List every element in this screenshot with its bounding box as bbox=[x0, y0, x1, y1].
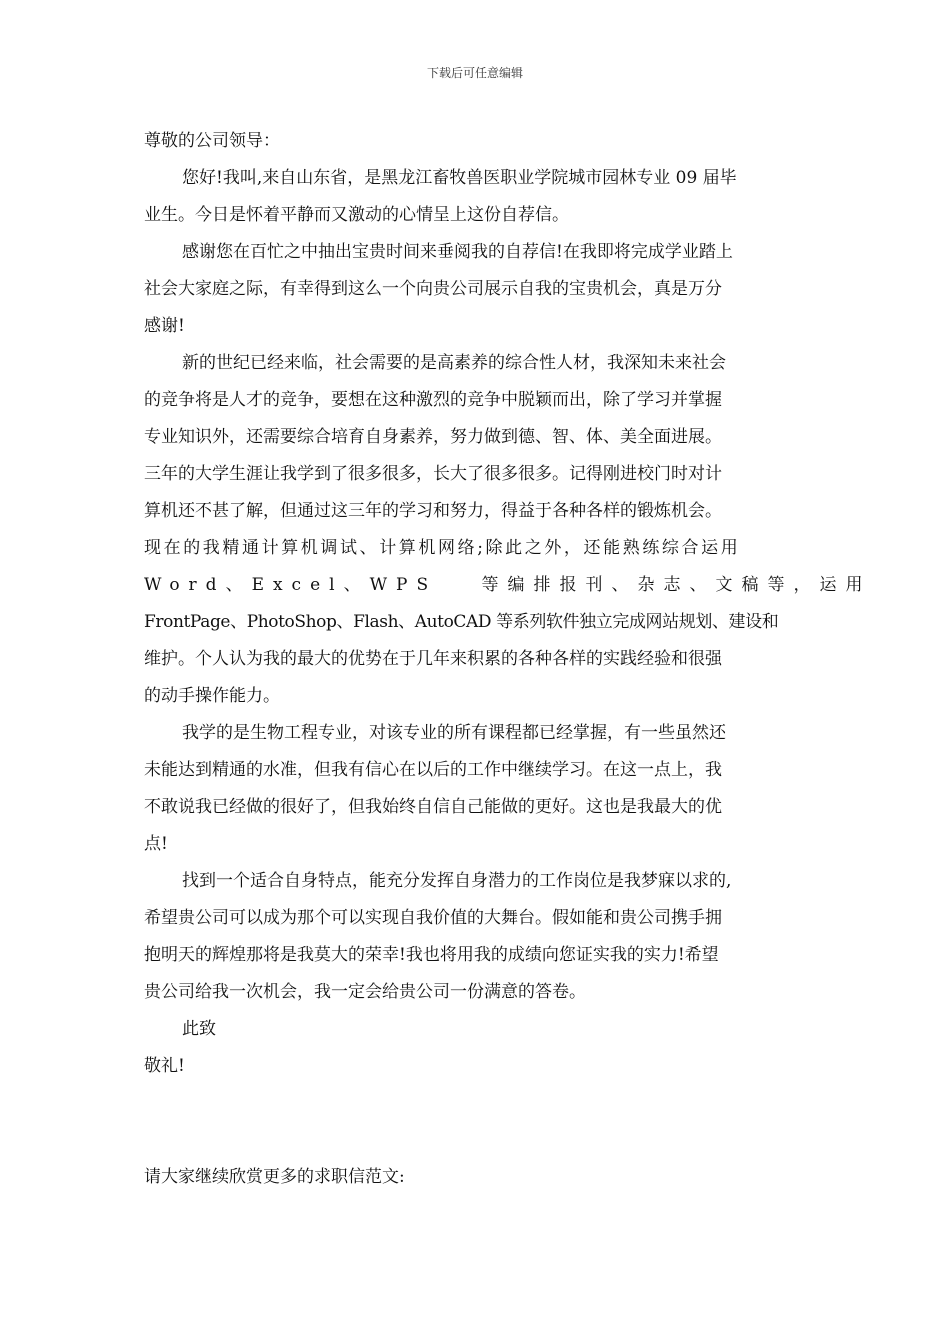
paragraph-5-line-1: 找到一个适合自身特点，能充分发挥自身潜力的工作岗位是我梦寐以求的, bbox=[182, 871, 732, 891]
paragraph-3-line-8: FrontPage、PhotoShop、Flash、AutoCAD 等系列软件独立完成网站规划、建设和 bbox=[144, 612, 779, 632]
paragraph-1-line-1: 您好!我叫,来自山东省，是黑龙江畜牧兽医职业学院城市园林专业 09 届毕 bbox=[182, 168, 737, 188]
paragraph-5-line-4: 贵公司给我一次机会，我一定会给贵公司一份满意的答卷。 bbox=[144, 982, 586, 1002]
paragraph-2-line-3: 感谢! bbox=[144, 316, 185, 336]
paragraph-4-line-1: 我学的是生物工程专业，对该专业的所有课程都已经掌握，有一些虽然还 bbox=[182, 723, 726, 743]
closing-line-1: 此致 bbox=[182, 1019, 216, 1039]
paragraph-2-line-1: 感谢您在百忙之中抽出宝贵时间来垂阅我的自荐信!在我即将完成学业踏上 bbox=[182, 242, 733, 262]
salutation: 尊敬的公司领导： bbox=[144, 131, 280, 151]
paragraph-3-line-4: 三年的大学生涯让我学到了很多很多，长大了很多很多。记得刚进校门时对计 bbox=[144, 464, 722, 484]
paragraph-4-line-4: 点! bbox=[144, 834, 168, 854]
closing-line-2: 敬礼! bbox=[144, 1056, 185, 1076]
paragraph-3-line-2: 的竞争将是人才的竞争，要想在这种激烈的竞争中脱颖而出，除了学习并掌握 bbox=[144, 390, 722, 410]
paragraph-5-line-3: 抱明天的辉煌那将是我莫大的荣幸!我也将用我的成绩向您证实我的实力!希望 bbox=[144, 945, 719, 965]
paragraph-3-line-10: 的动手操作能力。 bbox=[144, 686, 280, 706]
blank-spacer bbox=[144, 1085, 806, 1122]
paragraph-2-line-2: 社会大家庭之际，有幸得到这么一个向贵公司展示自我的宝贵机会，真是万分 bbox=[144, 279, 722, 299]
paragraph-3-line-7: Word、Excel、WPS 等编排报刊、杂志、文稿等，运用 bbox=[144, 575, 872, 595]
paragraph-3-line-6: 现在的我精通计算机调试、计算机网络;除此之外，还能熟练综合运用 bbox=[144, 538, 741, 558]
paragraph-3-line-9: 维护。个人认为我的最大的优势在于几年来积累的各种各样的实践经验和很强 bbox=[144, 649, 722, 669]
paragraph-3-line-3: 专业知识外，还需要综合培育自身素养，努力做到德、智、体、美全面进展。 bbox=[144, 427, 722, 447]
more-samples-note: 请大家继续欣赏更多的求职信范文: bbox=[144, 1167, 405, 1187]
paragraph-3-line-1: 新的世纪已经来临，社会需要的是高素养的综合性人材，我深知未来社会 bbox=[182, 353, 726, 373]
blank-spacer bbox=[144, 1122, 806, 1159]
paragraph-1-line-2: 业生。今日是怀着平静而又激动的心情呈上这份自荐信。 bbox=[144, 205, 569, 225]
paragraph-4-line-2: 未能达到精通的水准，但我有信心在以后的工作中继续学习。在这一点上，我 bbox=[144, 760, 722, 780]
paragraph-4-line-3: 不敢说我已经做的很好了，但我始终自信自己能做的更好。这也是我最大的优 bbox=[144, 797, 722, 817]
paragraph-5-line-2: 希望贵公司可以成为那个可以实现自我价值的大舞台。假如能和贵公司携手拥 bbox=[144, 908, 722, 928]
letter-body bbox=[144, 123, 872, 1196]
paragraph-3-line-5: 算机还不甚了解，但通过这三年的学习和努力，得益于各种各样的锻炼机会。 bbox=[144, 501, 722, 521]
page-header: 下载后可任意编辑 bbox=[426, 66, 523, 80]
